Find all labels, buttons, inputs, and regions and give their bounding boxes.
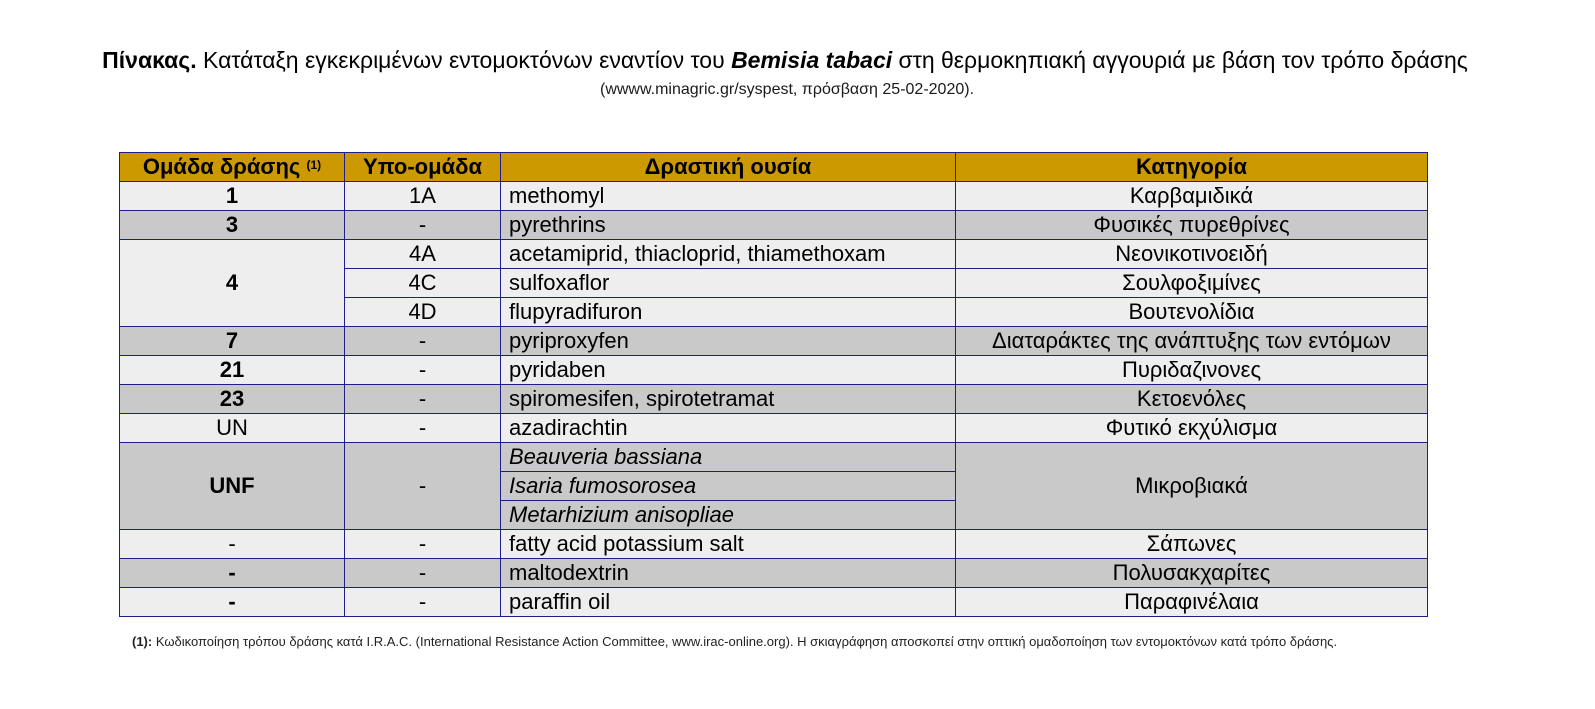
header-substance: Δραστική ουσία [501,153,956,182]
cell-substance: pyridaben [501,356,956,385]
table-row [120,385,1428,414]
cell-substance: pyrethrins [501,211,956,240]
cell-subgroup: 4A [345,240,501,269]
cell-substance: methomyl [501,182,956,211]
cell-substance: paraffin oil [501,588,956,617]
insecticide-table [119,152,1428,617]
cell-subgroup: - [345,530,501,559]
header-group-label: Ομάδα δράσης [142,154,301,179]
caption-species: Bemisia tabaci [731,47,893,73]
header-group-note: (1) [306,158,322,172]
cell-group: UNF [120,443,345,530]
cell-category: Σουλφοξιμίνες [956,269,1428,298]
table-caption [0,46,1570,74]
table-row [120,211,1428,240]
footnote [132,634,1337,650]
cell-category: Νεονικοτινοειδή [956,240,1428,269]
caption-lead: Πίνακας. [102,47,197,73]
table-row [120,530,1428,559]
cell-group: 21 [120,356,345,385]
caption-text-before: Κατάταξη εγκεκριμένων εντομοκτόνων εναντίον του [196,47,732,73]
cell-substance: Metarhizium anisopliae [501,501,956,530]
cell-substance: flupyradifuron [501,298,956,327]
cell-group: 3 [120,211,345,240]
cell-substance: spiromesifen, spirotetramat [501,385,956,414]
header-row [120,153,1428,182]
table-row [120,588,1428,617]
cell-subgroup: - [345,211,501,240]
table-row [120,443,1428,472]
cell-subgroup: - [345,327,501,356]
cell-substance: Isaria fumosorosea [501,472,956,501]
cell-category: Πυριδαζινονες [956,356,1428,385]
table-row [120,240,1428,269]
cell-subgroup: - [345,414,501,443]
cell-group: 7 [120,327,345,356]
cell-substance: maltodextrin [501,559,956,588]
cell-subgroup: - [345,443,501,530]
cell-category: Καρβαμιδικά [956,182,1428,211]
cell-subgroup: - [345,385,501,414]
cell-subgroup: - [345,588,501,617]
table-row [120,414,1428,443]
cell-group: - [120,559,345,588]
table-row [120,327,1428,356]
cell-substance: fatty acid potassium salt [501,530,956,559]
caption-text-after: στη θερμοκηπιακή αγγουριά με βάση τον τρόπο δράσης [892,47,1468,73]
cell-substance: sulfoxaflor [501,269,956,298]
cell-group: UN [120,414,345,443]
cell-substance: azadirachtin [501,414,956,443]
cell-category: Κετοενόλες [956,385,1428,414]
cell-category: Πολυσακχαρίτες [956,559,1428,588]
cell-category: Παραφινέλαια [956,588,1428,617]
footnote-text: Κωδικοποίηση τρόπου δράσης κατά I.R.A.C. (International Resistance Action Committee, www.irac-online.org). Η σκιαγράφηση αποσκοπεί στην οπτική ομαδοποίηση των εντομοκτόνων κατά τρόπο δράσης. [152,634,1338,649]
cell-category: Φυτικό εκχύλισμα [956,414,1428,443]
cell-category: Μικροβιακά [956,443,1428,530]
cell-category: Βουτενολίδια [956,298,1428,327]
cell-substance: pyriproxyfen [501,327,956,356]
table-row [120,182,1428,211]
cell-subgroup: 4D [345,298,501,327]
cell-subgroup: 4C [345,269,501,298]
cell-group: - [120,588,345,617]
cell-group: 1 [120,182,345,211]
cell-substance: acetamiprid, thiacloprid, thiamethoxam [501,240,956,269]
cell-subgroup: - [345,356,501,385]
caption-source: (wwww.minagric.gr/syspest, πρόσβαση 25-02-2020). [599,81,975,98]
table-row [120,559,1428,588]
cell-category: Φυσικές πυρεθρίνες [956,211,1428,240]
cell-category: Διαταράκτες της ανάπτυξης των εντόμων [956,327,1428,356]
table-row [120,356,1428,385]
cell-category: Σάπωνες [956,530,1428,559]
cell-group: - [120,530,345,559]
cell-substance: Beauveria bassiana [501,443,956,472]
cell-subgroup: - [345,559,501,588]
cell-subgroup: 1A [345,182,501,211]
header-subgroup: Υπο-ομάδα [345,153,501,182]
header-category: Κατηγορία [956,153,1428,182]
cell-group: 4 [120,240,345,327]
header-group [120,153,345,182]
footnote-key: (1): [132,634,153,649]
cell-group: 23 [120,385,345,414]
